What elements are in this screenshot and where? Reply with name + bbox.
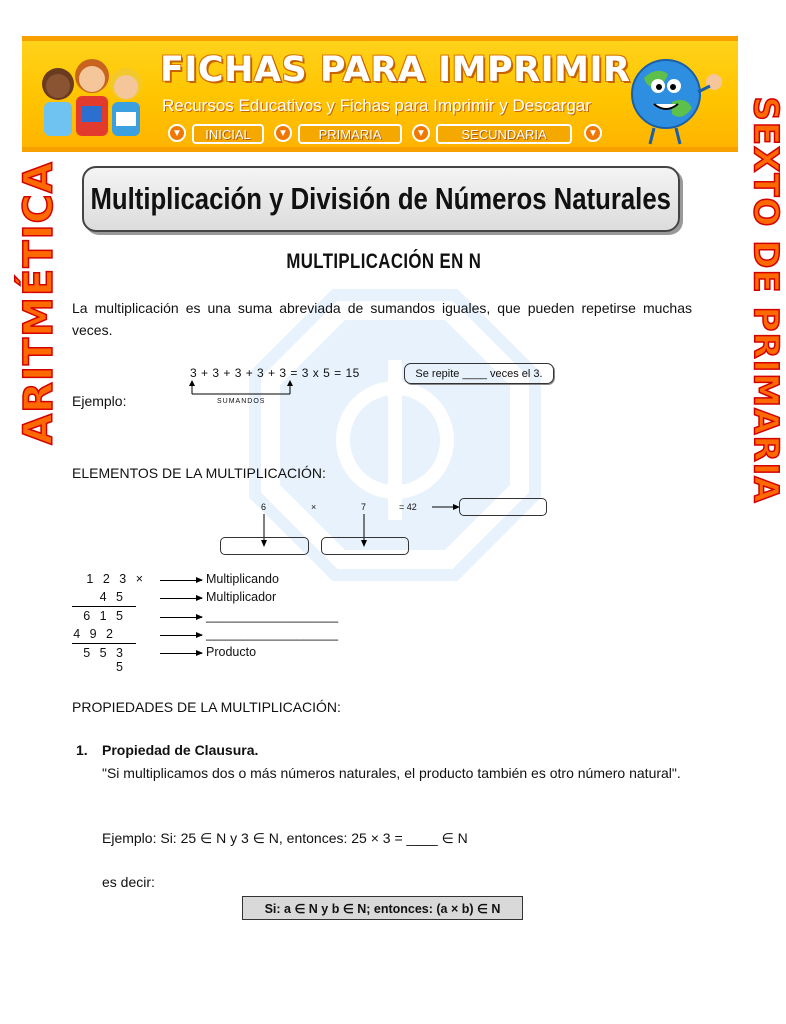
- section-title-text: MULTIPLICACIÓN EN N: [286, 250, 482, 273]
- partial-product-1: 6 1 5: [83, 609, 126, 623]
- answer-box-product[interactable]: [459, 498, 547, 516]
- arrow-right-icon: [160, 617, 202, 618]
- label-multiplicador: Multiplicador: [206, 590, 277, 604]
- chevron-down-icon[interactable]: ▼: [274, 124, 292, 142]
- formula-box: [242, 896, 523, 920]
- nav-secundaria[interactable]: SECUNDARIA: [436, 124, 572, 144]
- nav-primaria[interactable]: PRIMARIA: [298, 124, 402, 144]
- example-equation: 3 + 3 + 3 + 3 + 3 = 3 x 5 = 15: [190, 366, 360, 380]
- repeat-note-box: [404, 363, 554, 384]
- label-blank-1: ___________________: [206, 609, 339, 623]
- answer-box-factor-a[interactable]: [220, 537, 309, 555]
- section-title: [0, 250, 768, 274]
- label-blank-2: ___________________: [206, 627, 339, 641]
- arrow-right-icon: [160, 653, 202, 654]
- arrow-right-icon: [160, 635, 202, 636]
- factor-b: 7: [361, 502, 367, 512]
- chevron-down-icon[interactable]: ▼: [412, 124, 430, 142]
- sumandos-label: SUMANDOS: [217, 398, 266, 405]
- properties-heading: PROPIEDADES DE LA MULTIPLICACIÓN:: [72, 699, 341, 715]
- multiplier-number: 4 5: [99, 590, 126, 604]
- property-example: Ejemplo: Si: 25 ∈ N y 3 ∈ N, entonces: 25 × 3 = ____ ∈ N: [102, 830, 468, 846]
- site-subtitle: Recursos Educativos y Fichas para Imprimir y Descargar: [162, 96, 591, 115]
- times-sign: ×: [311, 502, 317, 512]
- sumandos-brace: [190, 380, 294, 400]
- repeat-note-text: Se repite ____ veces el 3.: [415, 367, 543, 380]
- multiplicand-number: 1 2 3 ×: [86, 572, 146, 586]
- divider-line: [72, 606, 136, 607]
- formula-text: Si: a ∈ N y b ∈ N; entonces: (a × b) ∈ N: [264, 901, 501, 916]
- chevron-down-icon[interactable]: ▼: [584, 124, 602, 142]
- divider-line: [72, 643, 136, 644]
- label-multiplicando: Multiplicando: [206, 572, 279, 586]
- property-quote: "Si multiplicamos dos o más números naturales, el producto también es otro número natural".: [102, 765, 681, 781]
- label-producto: Producto: [206, 645, 257, 659]
- main-title-box: [82, 166, 680, 232]
- side-label-subject: ARITMÉTICA: [15, 161, 62, 445]
- kids-illustration: [30, 50, 150, 146]
- arrow-right-icon: [160, 598, 202, 599]
- elements-heading: ELEMENTOS DE LA MULTIPLICACIÓN:: [72, 465, 326, 481]
- result-value: = 42: [399, 502, 417, 512]
- final-product: 5 5 3 5: [83, 646, 126, 674]
- intro-paragraph: La multiplicación es una suma abreviada de sumandos iguales, que pueden repetirse muchas veces.: [72, 300, 692, 338]
- globe-mascot-icon: [624, 52, 728, 148]
- example-label: Ejemplo:: [72, 393, 127, 409]
- property-title: Propiedad de Clausura.: [102, 742, 259, 758]
- chevron-down-icon[interactable]: ▼: [168, 124, 186, 142]
- result-arrow: [432, 502, 462, 512]
- site-title: FICHAS PARA IMPRIMIR: [160, 50, 631, 90]
- partial-product-2: 4 9 2: [73, 627, 116, 641]
- main-title: Multiplicación y División de Números Naturales: [90, 181, 672, 216]
- factor-a: 6: [261, 502, 267, 512]
- answer-box-factor-b[interactable]: [321, 537, 409, 555]
- es-decir-label: es decir:: [102, 874, 155, 890]
- property-number: 1.: [76, 742, 88, 758]
- arrow-right-icon: [160, 580, 202, 581]
- nav-inicial[interactable]: INICIAL: [192, 124, 264, 144]
- side-label-grade: SEXTO DE PRIMARIA: [745, 96, 786, 504]
